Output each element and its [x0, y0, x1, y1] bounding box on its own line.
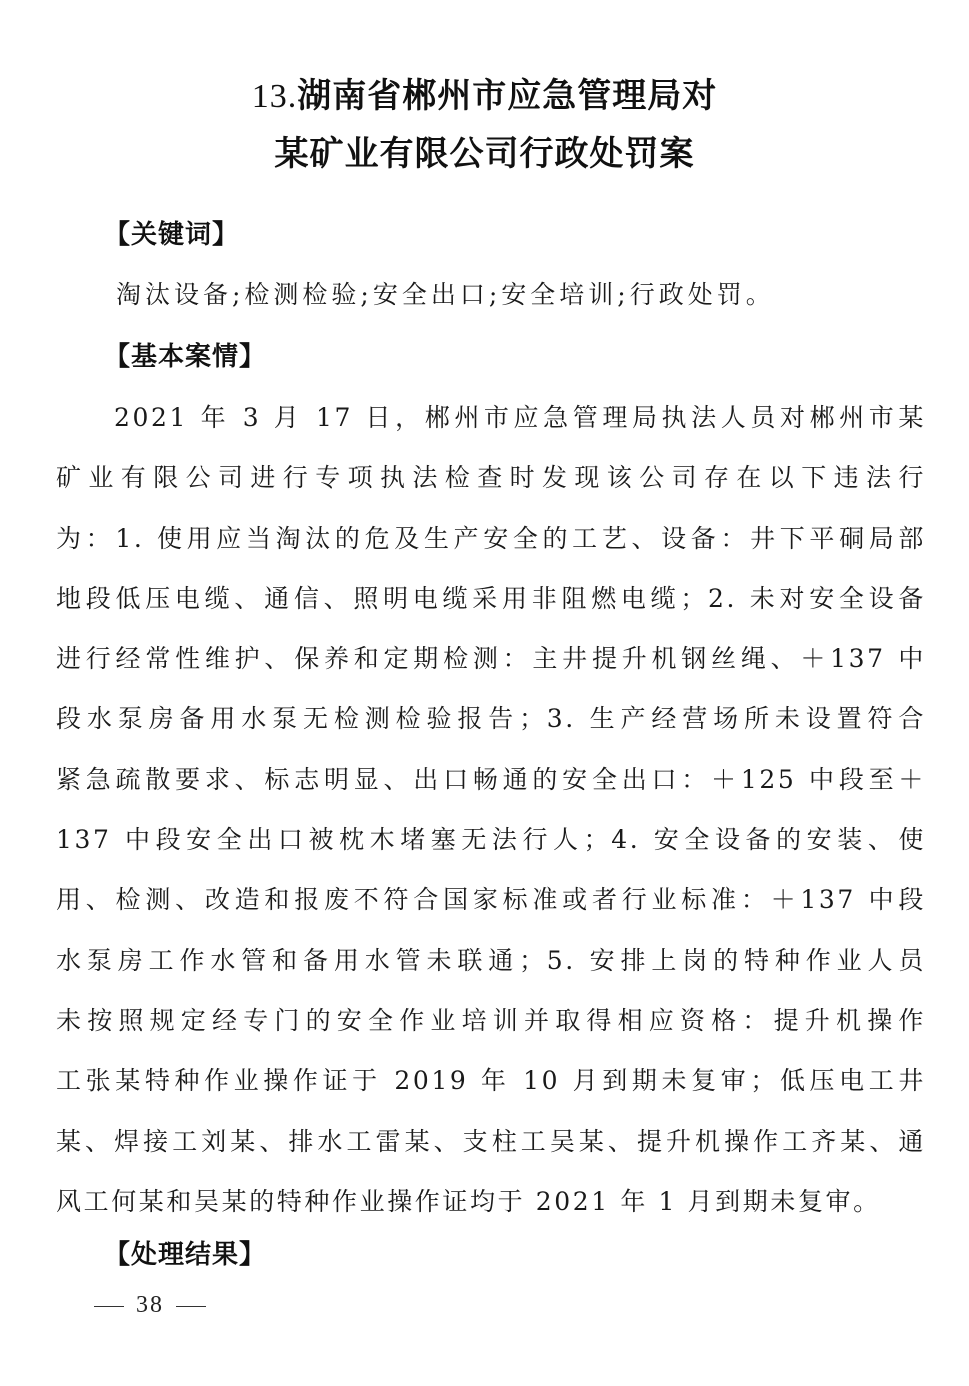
- body-line: 风工何某和吴某的特种作业操作证均于 2021 年 1 月到期未复审。: [56, 1186, 881, 1216]
- body-line: 2021 年 3 月 17 日，郴州市应急管理局执法人员对郴州市某: [114, 403, 926, 432]
- body-line: 工张某特种作业操作证于 2019 年 10 月到期未复审；低压电工井: [56, 1066, 926, 1096]
- result-heading: 【处理结果】: [104, 1240, 267, 1270]
- body-line: 用、检测、改造和报废不符合国家标准或者行业标准：＋137 中段: [56, 885, 926, 915]
- page-number-footer: [82, 1292, 218, 1319]
- case-facts-heading: 【基本案情】: [104, 342, 267, 372]
- body-line: 未按照规定经专门的安全作业培训并取得相应资格：提升机操作: [56, 1005, 926, 1035]
- body-line: 矿业有限公司进行专项执法检查时发现该公司存在以下违法行: [56, 463, 926, 493]
- body-line: 进行经常性维护、保养和定期检测：主井提升机钢丝绳、＋137 中: [56, 644, 926, 674]
- page-number: 38: [136, 1292, 164, 1318]
- body-line: 地段低压电缆、通信、照明电缆采用非阻燃电缆；2. 未对安全设备: [56, 583, 926, 613]
- body-line: 紧急疏散要求、标志明显、出口畅通的安全出口：＋125 中段至＋: [56, 764, 926, 794]
- body-line: 段水泵房备用水泵无检测检验报告；3. 生产经营场所未设置符合: [56, 704, 926, 734]
- body-line: 137 中段安全出口被枕木堵塞无法行人；4. 安全设备的安装、使: [56, 825, 926, 855]
- case-number: 13.: [251, 78, 298, 115]
- body-line: 某、焊接工刘某、排水工雷某、支柱工吴某、提升机操作工齐某、通: [56, 1126, 926, 1156]
- case-facts-body: [56, 388, 926, 1232]
- body-line: 为：1. 使用应当淘汰的危及生产安全的工艺、设备：井下平硐局部: [56, 523, 926, 553]
- dash-right: [176, 1306, 206, 1307]
- title-text-1: 湖南省郴州市应急管理局对: [297, 76, 718, 116]
- document-title-line-2: 某矿业有限公司行政处罚案: [274, 134, 695, 174]
- body-line: 水泵房工作水管和备用水管未联通；5. 安排上岗的特种作业人员: [56, 945, 926, 975]
- document-title-line-1: [0, 68, 969, 117]
- keywords-text: 淘汰设备;检测检验;安全出口;安全培训;行政处罚。: [116, 280, 775, 309]
- dash-left: [94, 1306, 124, 1307]
- keywords-heading: 【关键词】: [104, 220, 240, 250]
